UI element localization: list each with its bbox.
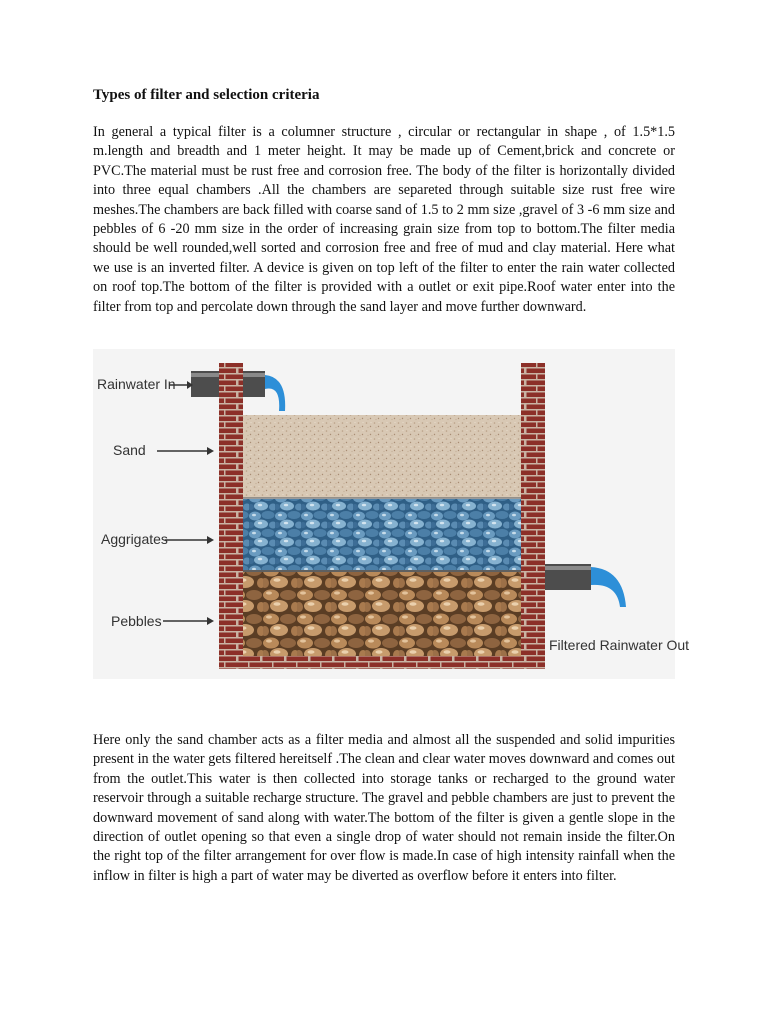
left-brick-wall: [219, 363, 243, 669]
pebbles-layer: [243, 572, 521, 656]
label-aggregates: Aggrigates: [101, 531, 168, 547]
filter-diagram: [93, 349, 690, 679]
filter-diagram-svg: [93, 349, 690, 679]
paragraph-intro: In general a typical filter is a columner structure , circular or rectangular in shape , of 1.5*1.5 m.length and breadth and 1 meter height. It may be made up of Cement,brick and concrete or PVC.The material must be rust free and corrosion free. The body of the filter is horizontally divided into three equal chambers .All the chambers are separeted through suitable size rust free wire meshes.The chambers are back filled with coarse sand of 1.5 to 2 mm size ,gravel of 3 -6 mm size and pebbles of 6 -20 mm size in the order of increasing grain size from top to bottom.The filter media should be well rounded,well sorted and corrosion free and free of mud and clay material. Here what we use is an inverted filter. A device is given on top left of the filter to enter the rain water collected on roof top.The bottom of the filter is provided with a outlet or exit pipe.Roof water enter into the filter from top and percolate down through the sand layer and move further downward.: [93, 124, 675, 315]
label-rainwater-in: Rainwater In: [97, 376, 176, 392]
outlet-pipe: [545, 564, 591, 590]
bottom-brick-wall: [219, 656, 545, 669]
sand-layer: [243, 415, 521, 498]
paragraph-explanation: Here only the sand chamber acts as a filter media and almost all the suspended and solid impurities present in the water gets filtered hereitself .The clean and clear water moves downward and comes out from the outlet.This water is then collected into storage tanks or recharged to the ground water reservoir through a suitable recharge structure. The gravel and pebble chambers are just to prevent the downward movement of sand along with water.The bottom of the filter is given a gentle slope in the direction of outlet opening so that even a single drop of water should not remain inside the filter.On the right top of the filter arrangement for over flow is made.In case of high intensity rainfall when the inflow in filter is high a part of water may be diverted as overflow before it enters into filter.: [93, 732, 675, 884]
document-heading: Types of filter and selection criteria: [93, 87, 320, 103]
right-brick-wall: [521, 363, 545, 669]
label-sand: Sand: [113, 442, 146, 458]
label-pebbles: Pebbles: [111, 613, 162, 629]
aggregates-layer: [243, 499, 521, 571]
label-filtered-out: Filtered Rainwater Out: [549, 637, 690, 653]
